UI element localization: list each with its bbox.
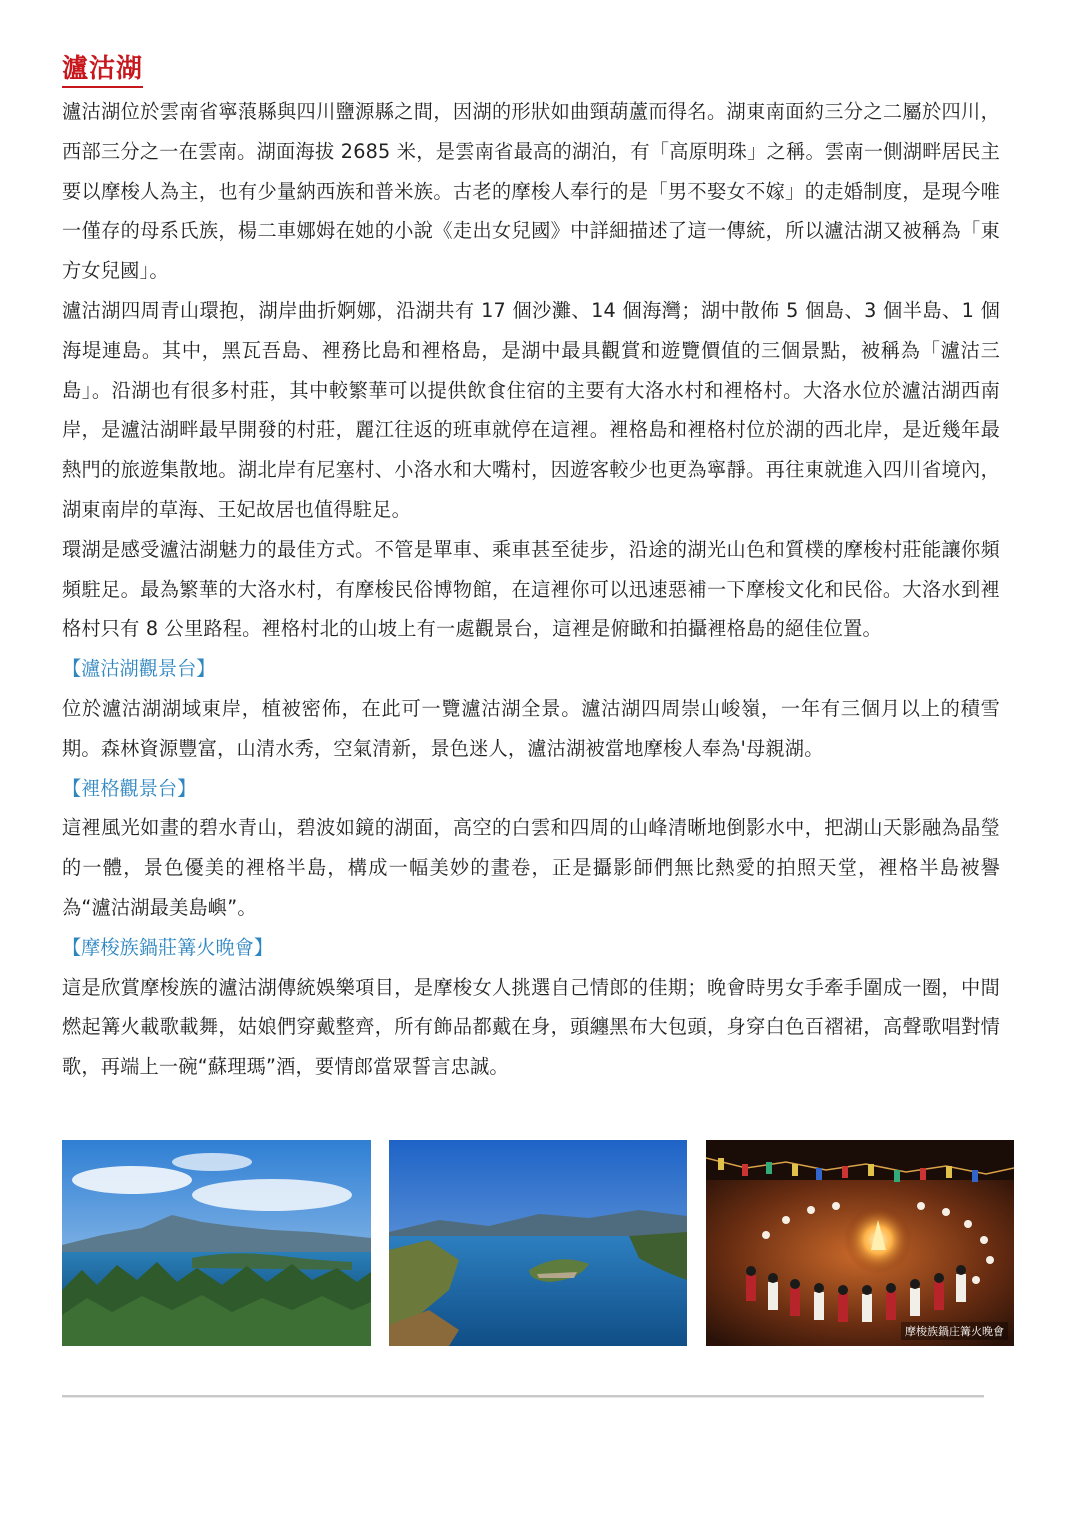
section-text-lige-viewpoint: 這裡風光如畫的碧水青山，碧波如鏡的湖面，高空的白雲和四周的山峰清晰地倒影水中，把湖山天影融為晶瑩的一體，景色優美的裡格半島，構成一幅美妙的畫卷，正是攝影師們無比熱愛的拍照天堂，裡格半島被譽為“瀘沽湖最美島嶼”。 (62, 816, 1000, 919)
page-title: 瀘沽湖 (62, 52, 143, 88)
photo-strip (62, 1140, 1014, 1346)
document-body (62, 52, 1000, 1087)
lige-peninsula-photo (389, 1140, 687, 1346)
bonfire-photo-caption: 摩梭族鍋庄篝火晚會 (901, 1322, 1008, 1340)
lake-panorama-photo (62, 1140, 371, 1346)
section-text-bonfire-party: 這是欣賞摩梭族的瀘沽湖傳統娛樂項目，是摩梭女人挑選自己情郎的佳期；晚會時男女手牽手圍成一圈，中間燃起篝火載歌載舞，姑娘們穿戴整齊，所有飾品都戴在身，頭纏黑布大包頭，身穿白色百褶裙，高聲歌唱對情歌，再端上一碗“蘇理瑪”酒，要情郎當眾誓言忠誠。 (62, 975, 1000, 1079)
touring-paragraph: 環湖是感受瀘沽湖魅力的最佳方式。不管是單車、乘車甚至徒步，沿途的湖光山色和質樸的摩梭村莊能讓你頻頻駐足。最為繁華的大洛水村，有摩梭民俗博物館，在這裡你可以迅速惡補一下摩梭文化和民俗。大洛水到裡格村只有 8 公里路程。裡格村北的山坡上有一處觀景台，這裡是俯瞰和拍攝裡格島的絕佳位置。 (62, 537, 1000, 641)
section-heading-bonfire-party: 【摩梭族鍋莊篝火晚會】 (62, 935, 274, 959)
intro-paragraph: 瀘沽湖位於雲南省寧蒗縣與四川鹽源縣之間，因湖的形狀如曲頸葫蘆而得名。湖東南面約三分之二屬於四川，西部三分之一在雲南。湖面海拔 2685 米，是雲南省最高的湖泊，有「高原明珠」之稱。雲南一側湖畔居民主要以摩梭人為主，也有少量納西族和普米族。古老的摩梭人奉行的是「男不娶女不嫁」的走婚制度，是現今唯一僅存的母系氏族，楊二車娜姆在她的小說《走出女兒國》中詳細描述了這一傳統，所以瀘沽湖又被稱為「東方女兒國」。 (62, 100, 1000, 283)
section-text-lugu-viewpoint: 位於瀘沽湖湖域東岸，植被密佈，在此可一覽瀘沽湖全景。瀘沽湖四周崇山峻嶺，一年有三個月以上的積雪期。森林資源豐富，山清水秀，空氣清新，景色迷人，瀘沽湖被當地摩梭人奉為'母親湖。 (62, 696, 1000, 760)
bonfire-party-photo (706, 1140, 1014, 1346)
section-heading-lige-viewpoint: 【裡格觀景台】 (62, 776, 197, 800)
section-heading-lugu-viewpoint: 【瀘沽湖觀景台】 (62, 657, 216, 681)
islands-paragraph: 瀘沽湖四周青山環抱，湖岸曲折婀娜，沿湖共有 17 個沙灘、14 個海灣；湖中散佈 5 個島、3 個半島、1 個海堤連島。其中，黑瓦吾島、裡務比島和裡格島，是湖中最具觀賞和遊覽價值的三個景點，被稱為「瀘沽三島」。沿湖也有很多村莊，其中較繁華可以提供飲食住宿的主要有大洛水村和裡格村。大洛水位於瀘沽湖西南岸，是瀘沽湖畔最早開發的村莊，麗江往返的班車就停在這裡。裡格島和裡格村位於湖的西北岸，是近幾年最熱門的旅遊集散地。湖北岸有尼塞村、小洛水和大嘴村，因遊客較少也更為寧靜。再往東就進入四川省境內，湖東南岸的草海、王妃故居也值得駐足。 (62, 298, 1000, 521)
footer-divider (62, 1395, 984, 1398)
